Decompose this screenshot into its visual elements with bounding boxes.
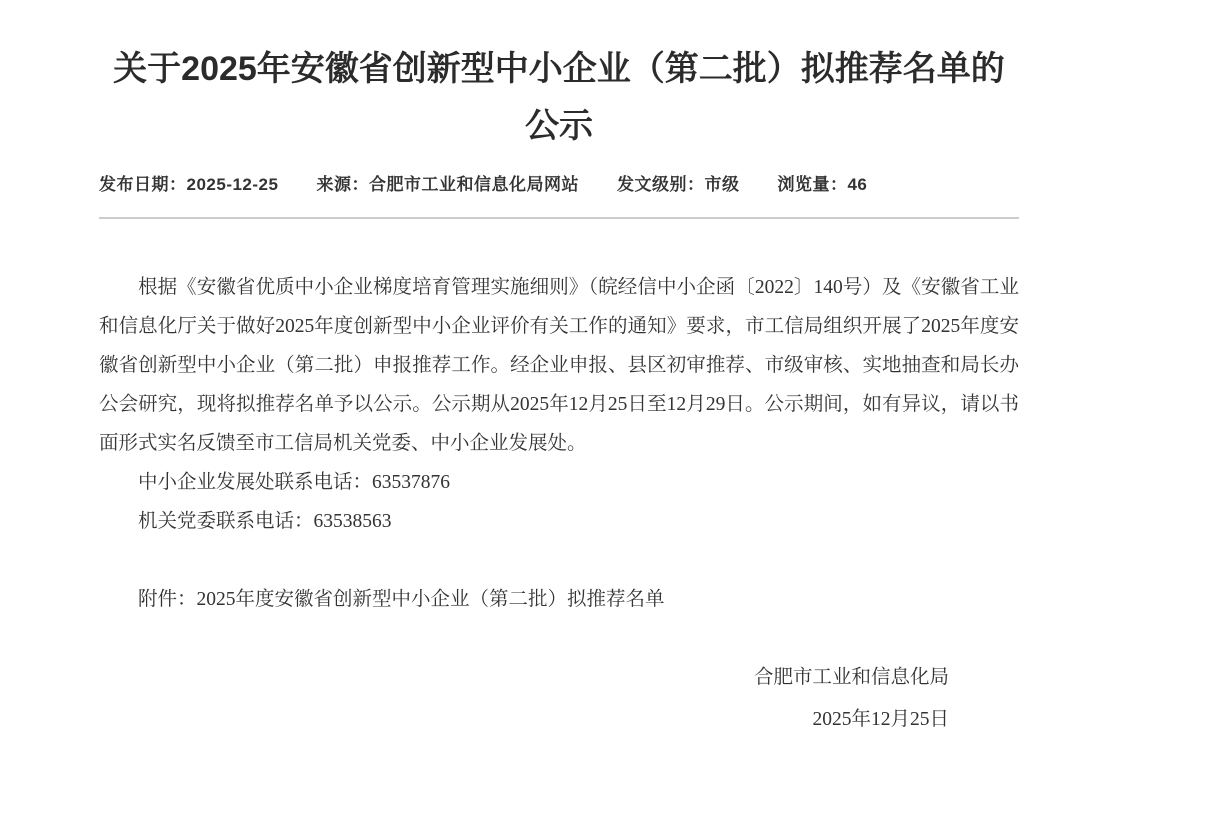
meta-item-views: [777, 173, 867, 197]
doc-level-label: 发文级别：: [616, 175, 705, 194]
signature-org: 合肥市工业和信息化局: [753, 667, 949, 688]
meta-item-publish-date: [99, 173, 278, 197]
doc-level-value: 市级: [704, 175, 740, 194]
page-title: 关于2025年安徽省创新型中小企业（第二批）拟推荐名单的公示: [113, 50, 1005, 145]
contact-phone-dev-office: 中小企业发展处联系电话：63537876: [138, 472, 451, 493]
article-paragraph: 根据《安徽省优质中小企业梯度培育管理实施细则》（皖经信中小企函〔2022〕140号）及《安徽省工业和信息化厅关于做好2025年度创新型中小企业评价有关工作的通知》要求，市工信局组织开展了2025年度安徽省创新型中小企业（第二批）申报推荐工作。经企业申报、县区初审推荐、市级审核、实地抽查和局长办公会研究，现将拟推荐名单予以公示。公示期从2025年12月25日至12月29日。公示期间，如有异议，请以书面形式实名反馈至市工信局机关党委、中小企业发展处。: [99, 277, 1019, 454]
views-count: 46: [847, 175, 868, 194]
meta-item-source: [316, 173, 579, 197]
signature-date: 2025年12月25日: [812, 709, 949, 730]
source-label: 来源：: [316, 175, 369, 194]
signature-block: [99, 658, 1019, 743]
views-label: 浏览量：: [777, 175, 848, 194]
publish-date-value: 2025-12-25: [186, 175, 279, 194]
meta-bar: [99, 173, 1019, 197]
article-body: [99, 268, 1019, 743]
attachment-link[interactable]: 附件：2025年度安徽省创新型中小企业（第二批）拟推荐名单: [138, 589, 665, 610]
source-value: 合肥市工业和信息化局网站: [368, 175, 579, 194]
contact-phone-party-committee: 机关党委联系电话：63538563: [138, 511, 392, 532]
article-container: [99, 0, 1019, 743]
publish-date-label: 发布日期：: [99, 175, 187, 194]
meta-item-doc-level: [617, 173, 740, 197]
header-divider: [99, 217, 1019, 219]
